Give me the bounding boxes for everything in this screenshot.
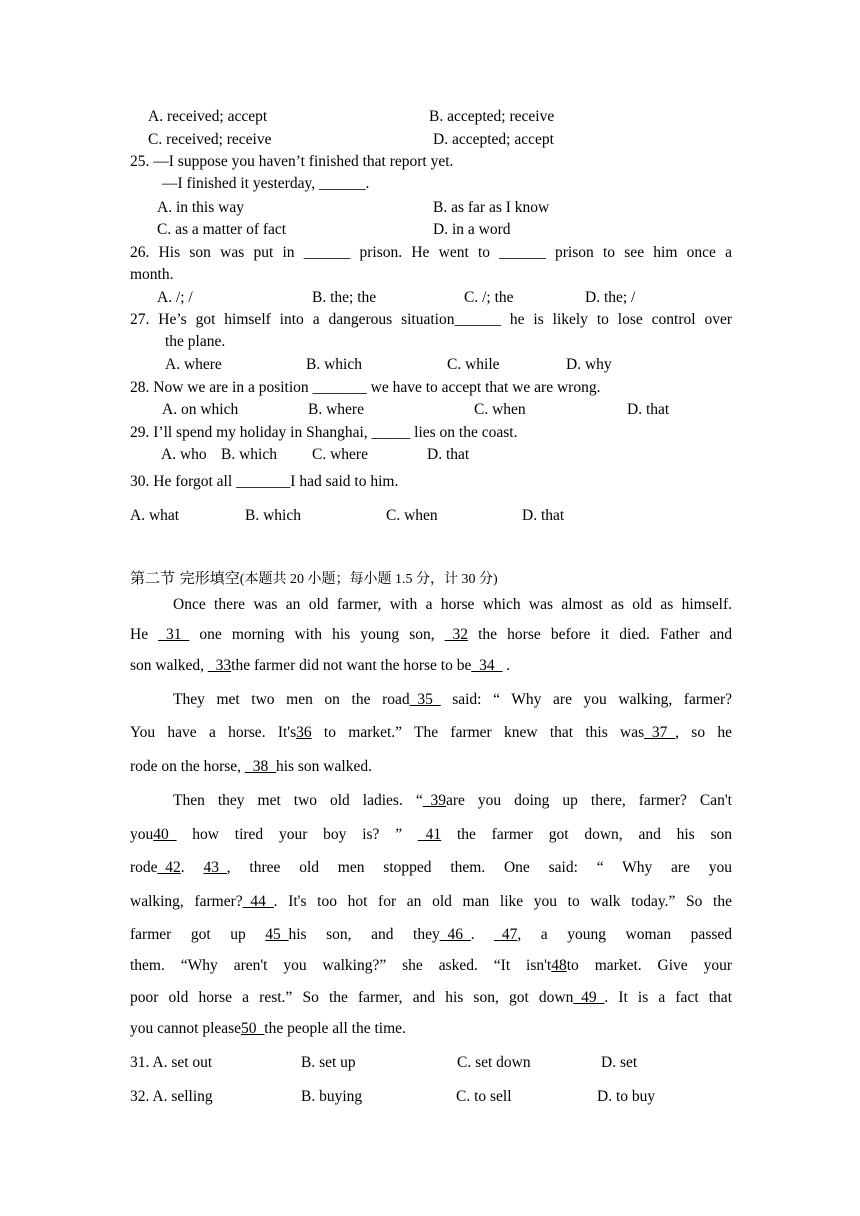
q27-option-a: A. where [165,356,222,373]
q30-option-a: A. what [130,507,180,524]
blank-48[interactable]: 48 [551,957,567,974]
q29-option-c: C. where [312,446,368,463]
q26-option-b: B. the; the [312,289,377,306]
blank-41[interactable]: _41 [417,826,442,843]
q27-option-b: B. which [306,356,362,373]
blank-42[interactable]: _42 [157,859,181,876]
passage-p3-line1: Then they met two old ladies. “_39are you doing up there, farmer? Can't [173,792,732,809]
q28-option-d: D. that [627,401,670,418]
q30-option-d: D. that [522,507,565,524]
blank-33[interactable]: _33 [207,657,232,674]
passage-p2-line3: rode on the horse, _38_his son walked. [130,758,372,775]
q25-stem-line1: 25. —I suppose you haven’t finished that report yet. [130,153,454,170]
passage-p1-line1: Once there was an old farmer, with a horse which was almost as old as himself. [173,596,732,613]
q28-option-a: A. on which [162,401,239,418]
passage-p3-line3: rode_42. 43_, three old men stopped them. One said: “ Why are you [130,859,732,876]
q27-stem-line1: 27. He’s got himself into a dangerous situation______ he is likely to lose control over [130,311,732,328]
q31-option-b: B. set up [301,1054,356,1071]
q28-option-c: C. when [474,401,526,418]
blank-38[interactable]: _38_ [244,758,276,775]
passage-p3-line7: poor old horse a rest.” So the farmer, and his son, got down_49_. It is a fact that [130,989,732,1006]
blank-39[interactable]: _39 [422,792,446,809]
blank-40[interactable]: 40_ [153,826,177,843]
q27-option-c: C. while [447,356,500,373]
q25-option-b: B. as far as I know [433,199,550,216]
q26-option-d: D. the; / [585,289,636,306]
q31-option-c: C. set down [457,1054,531,1071]
q28-stem: 28. Now we are in a position _______ we have to accept that we are wrong. [130,379,601,396]
passage-p3-line4: walking, farmer?_44_. It's too hot for an old man like you to walk today.” So the [130,893,732,910]
blank-46[interactable]: _46_ [439,926,471,943]
blank-45[interactable]: 45_ [265,926,289,943]
q27-option-d: D. why [566,356,612,373]
q24-option-d: D. accepted; accept [433,131,554,148]
passage-p3-line8: you cannot please50_the people all the time. [130,1020,406,1037]
q25-stem-line2: —I finished it yesterday, ______. [162,175,370,192]
q25-option-d: D. in a word [433,221,511,238]
passage-p2-line1: They met two men on the road_35_ said: “ Why are you walking, farmer? [173,691,732,708]
q29-option-a: A. who [161,446,207,463]
q32-option-c: C. to sell [456,1088,512,1105]
passage-p3-line6: them. “Why aren't you walking?” she asked. “It isn't48to market. Give your [130,957,732,974]
section-heading [130,568,498,590]
q32-option-d: D. to buy [597,1088,656,1105]
section-title: 第二节 完形填空 [130,569,240,587]
blank-37[interactable]: _37_ [644,724,676,741]
q24-option-c: C. received; receive [148,131,272,148]
q24-option-b: B. accepted; receive [429,108,555,125]
q31-option-a: 31. A. set out [130,1054,213,1071]
blank-34[interactable]: _34_ [471,657,503,674]
q24-option-a: A. received; accept [148,108,268,125]
q29-stem: 29. I’ll spend my holiday in Shanghai, _____ lies on the coast. [130,424,518,441]
q27-stem-line2: the plane. [165,333,226,350]
passage-p2-line2: You have a horse. It's36 to market.” The farmer knew that this was_37_, so he [130,724,732,741]
passage-p3-line5: farmer got up 45_his son, and they_46_. _47, a young woman passed [130,926,733,943]
blank-44[interactable]: _44_ [242,893,274,910]
q29-option-d: D. that [427,446,470,463]
q30-stem: 30. He forgot all _______I had said to him. [130,473,399,490]
q25-option-c: C. as a matter of fact [157,221,287,238]
blank-32[interactable]: _32 [444,626,468,643]
q29-option-b: B. which [221,446,277,463]
blank-36[interactable]: 36 [296,724,312,741]
q25-option-a: A. in this way [157,199,244,216]
q30-option-b: B. which [245,507,301,524]
q26-stem-line1: 26. His son was put in ______ prison. He went to ______ prison to see him once a [130,244,732,261]
q26-option-c: C. /; the [464,289,514,306]
q32-option-a: 32. A. selling [130,1088,213,1105]
blank-35[interactable]: _35_ [409,691,441,708]
passage-p1-line2: He _31_ one morning with his young son, _32 the horse before it died. Father and [130,626,733,643]
passage-p1-line3: son walked, _33the farmer did not want the horse to be_34_ . [130,657,511,674]
blank-47[interactable]: _47 [494,926,518,943]
blank-49[interactable]: _49_ [573,989,605,1006]
blank-43[interactable]: 43_ [203,859,227,876]
q26-stem-line2: month. [130,266,174,283]
blank-31[interactable]: _31_ [158,626,190,643]
passage-p3-line2: you40_ how tired your boy is? ” _41 the farmer got down, and his son [130,826,733,843]
q31-option-d: D. set [601,1054,638,1071]
blank-50[interactable]: 50_ [241,1020,265,1037]
q26-option-a: A. /; / [157,289,193,306]
section-note: (本题共 20 小题；每小题 1.5 分，计 30 分) [239,572,498,587]
q30-option-c: C. when [386,507,438,524]
q28-option-b: B. where [308,401,364,418]
q32-option-b: B. buying [301,1088,363,1105]
